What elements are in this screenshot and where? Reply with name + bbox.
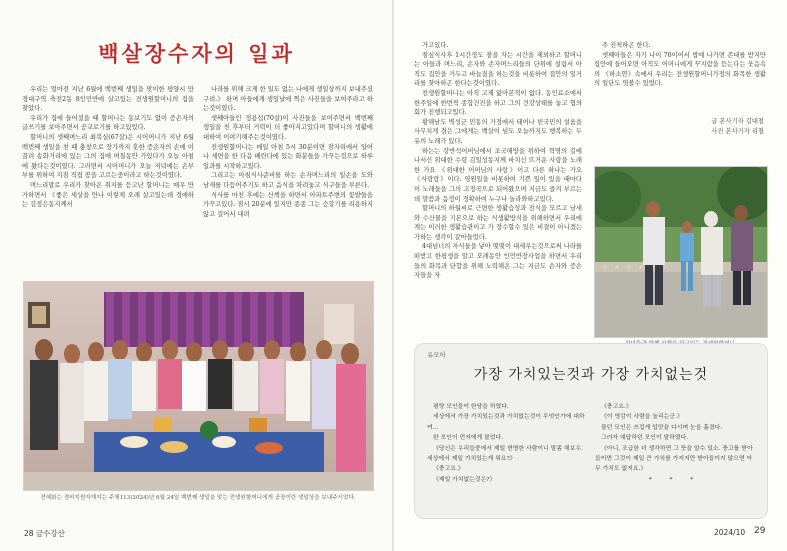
paragraph: 세상에서 가장 가치있는것과 가치없는것이 무엇인가에 대하여… [427, 414, 585, 431]
article-title: 백살장수자의 일과 [98, 42, 295, 66]
humor-box [414, 343, 768, 519]
left-column-1 [22, 85, 194, 210]
right-page [394, 0, 787, 551]
byline-photographer: 사진 본사기자 리철 [711, 127, 764, 135]
issue-date: 2024/10 [714, 528, 746, 537]
paragraph: 며느리말로 우리가 찾아온 취지를 듣고난 할머니는 매우 만가하면서 《좋은 세상을 만나 이렇게 오래 살고있는데 경애하는 김정은동지께서 [22, 181, 194, 209]
walk-photo [594, 166, 768, 338]
paragraph: 가고있다. [422, 42, 449, 49]
paragraph: 《제일 가치없는것은?》 [433, 476, 496, 483]
paragraph: 셋째아들은 자기 나이 70이어서 밥에 나가면 존대를 받지만 집안에 들어오면 아직도 어머니에게 꾸지람을 듣는다는 웃음속의 《하소연》속에서 우리는 전생원할머니가정의 화목한 생활의 일단도 엿볼수 있었다. [594, 51, 766, 88]
byline [594, 117, 764, 136]
paragraph: 점심식사후 1시간정도 잠을 자는 시간을 제외하고 할머니는 아들과 며느리, 손자와 손자며느리들의 단위에 설립서 아직도 집안을 거두고 바늘질을 하는것을 비롯하여 집안의 일거리를 찾아하곤 한다는것이였다. [414, 51, 582, 88]
paragraph: 한 모인이 먼저에게 물었다. [433, 435, 504, 442]
humor-column-1 [427, 402, 587, 485]
paragraph: 우리가 집에 들어섰을 때 할머니는 동보기도 없이 증손자의 글쓰기를 보아주면서 공교로기를 하고있었다. [22, 114, 194, 132]
byline-writer: 글 본사기자 김대철 [711, 118, 764, 125]
left-column-2 [203, 85, 373, 219]
end-stars: * * * [648, 476, 702, 483]
paragraph: 전생원할머니는 매일 아침 5시 30분이면 잠자리에서 일어나 세면을 한 다음 베란다에 있는 화분들을 가꾸는것으로 하루일과를 시작하고있다. [203, 143, 373, 170]
paragraph: 그러자 대답하던 모인이 말하였다. [601, 435, 689, 442]
paragraph: 《충고요.》 [433, 466, 464, 473]
photo-caption: 전혜화는 경비지원자재지는 주체113(2024)년 6월 24일 백번째 생일을 맞는 전생원할머니에게 공장이란 생일상을 보내주시었다. [40, 495, 356, 501]
paragraph: 할머니의 셋째며느리 최복실(67살)은 시어머니가 지난 6월 백번째 생일을 친 때 충창으로 장가까지 훗한 증손자의 손에 이끌려 송화거리에 있는 그의 집에 며칠동안 가있다가 오늘 아침에 왔다는것이였다. 그러면서 시어머니가 오늘 저녁에는 손부부를 위하여 지짐 직접 꽁을 고르는중이라고 하는것이였다. [22, 133, 194, 180]
paragraph: 식사를 마친 후에는 산책을 하면서 아파트주변의 꽃밭들을 가꾸고있다. 점시 20분에 있지만 종종 그는 승강기를 리용하지 않고 걸어서 내려 [203, 191, 374, 218]
paragraph: 물던 모인은 쓰겁게 입맛을 다시며 눈을 흘겼다. [601, 424, 723, 431]
family-group-photo [23, 281, 374, 491]
humor-tag: 유모아 [427, 351, 446, 359]
paragraph: 우리는 얼마전 지난 6월에 백번째 생일을 맞이한 평양시 만경대구역 축전2동 8인민반에 살고있는 전생원할머니의 집을 찾았다. [22, 86, 194, 113]
page-folio: 28 금수강산 [24, 529, 65, 538]
walk-illustration [595, 167, 767, 337]
family-group-illustration [24, 282, 373, 490]
left-page [0, 0, 393, 551]
paragraph: 황해남도 벽성군 민동의 가정에서 태어나 빈국민의 설움을 사무치게 겪은 그에게는 백살이 넘도 오늘까지도 행복하는 두유의 노래가 있다. [414, 118, 582, 145]
paragraph: 4대넘너의 자식들을 낳아 떳떳이 내세우는것으로써 나라를 떠받고 한평생을 알고 오래동안 인민반장사업을 하면서 우리들의 화목과 단합을 위해 노력해온 그는 지금도 손자와 증손자들을 자 [414, 243, 583, 280]
right-column-1 [414, 41, 582, 281]
paragraph: 《당신은 우리들중에서 제일 현명한 사람이니 말좀 해보우. 세상에서 제일 가치있는게 뭐요?》 [427, 445, 583, 463]
paragraph: 나라를 위해 크게 한 일도 없는 나에게 생일상까지 보내주셨구려.》 하며 아들에게 생일날에 찍은 사진들을 보여주라고 하는것이였다. [203, 86, 373, 113]
right-column-2 [594, 41, 766, 89]
paragraph: 전생원할머니는 아직 고제 앓아본적이 없다. 동인료소에서 한주일에 한번씩 종합건진을 하고 그의 건강상태를 놓고 협의회가 진행되고있다. [414, 89, 582, 117]
paragraph: 평양 모인들이 한담을 하였다. [433, 404, 509, 410]
paragraph: 《아니, 조급한 더 생각하면 그 뜻을 알수 있소. 충고를 받아들이면 그것이 제일 큰 가치를 가지지만 받아들이지 않으면 아무 가치도 없지요.》 [595, 445, 753, 473]
paragraph: 그리고는 아침식사준비를 하는 손자며느리의 일손을 도와 남새를 다듬어주기도 하고 음식을 차려놓고 식구들을 부른다. [203, 172, 373, 189]
paragraph: 셋째아들인 정용섭(70살)이 사진들을 보여주면서 백번째 생일을 친 후부터 거력이 더 좋아지고있다며 할머니의 생활에 대하여 이야기해주는것이였다. [203, 114, 373, 141]
paragraph: 《충고요.》 [601, 404, 632, 410]
paragraph: 《이 영감이 사람을 놀리는군.》 [601, 414, 683, 421]
paragraph: 할머니의 하월씨로 근면한 생활습성과 전식을 모르고 남새와 수산물을 기본으로 하는 식생활방식을 위해하면서 우리에게는 이러한 생활습관이고 가 장수할수 있은 비결이 아니겠는가하는 생각이 갈마들었다. [414, 205, 582, 241]
paragraph: 주 진척하곤 한다. [602, 42, 651, 49]
paragraph: 하는는 강반석어머님에서 조국해방을 위하여 혁명의 길에 나서신 위대한 수령 김일성동지께 바치신 뜨거운 사랑을 노래한 가요 《위대한 어머님의 사랑》이고 다른 하나는 가요 《사랑랑》이다. 영원일을 비롯하여 기쁜 일이 있을 때마다 이 노래들을 그의 고정곡으로 되어왔으며 지금도 즐겨 부르는데 말씀과 음정이 정확하여 누구나 놀라와하고있다. [414, 147, 582, 203]
humor-column-2 [595, 402, 755, 485]
humor-title: 가장 가치있는것과 가장 가치없는것 [473, 367, 709, 383]
page-number: 29 [754, 526, 766, 536]
